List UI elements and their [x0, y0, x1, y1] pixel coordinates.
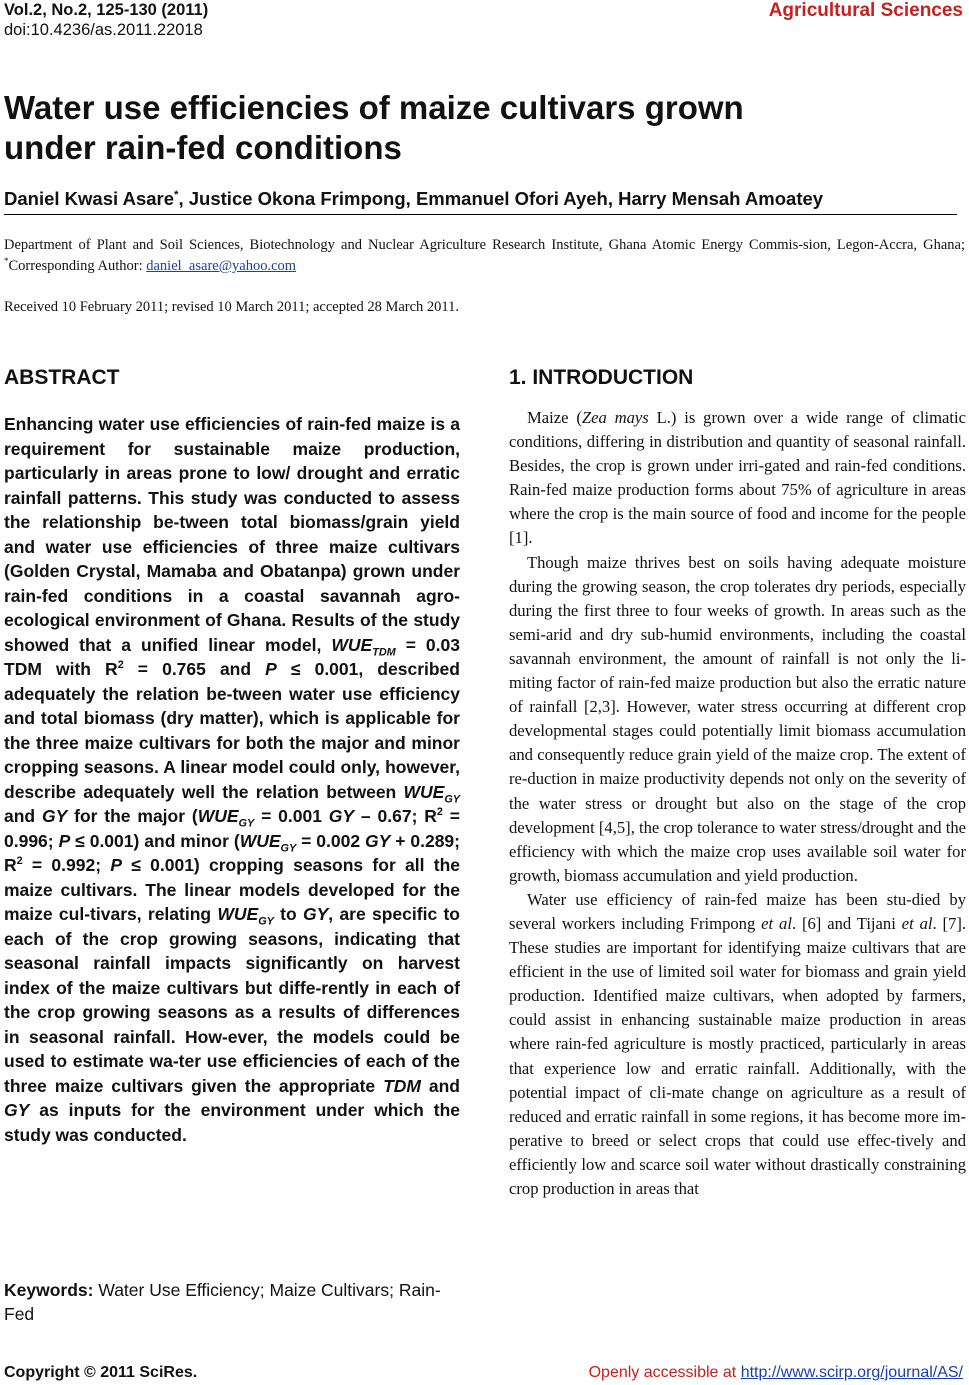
abs-gy-sub-4: GY: [258, 915, 274, 928]
abs-sq-1: 2: [117, 659, 124, 672]
affiliation: [4, 235, 965, 277]
copyright: Copyright © 2011 SciRes.: [4, 1364, 198, 1381]
abs-s16: , are specific to each of the crop growing seasons, indicating that seasonal rainfall impacts significantly on harvest index of the maize cultivars but diffe-rently in each of the crop growing seasons as a results of differences in seasonal rainfall. How-ever, the models could be used to estimate wa-ter use efficiencies of each of the three maize cultivars given the appropriate: [4, 904, 460, 1096]
abstract-body: [4, 412, 460, 1147]
open-access-note: [589, 1364, 963, 1382]
abs-sq-3: 2: [16, 855, 23, 868]
abs-s12: + 0.289; R: [4, 830, 460, 875]
abs-gy-1: GY: [41, 806, 68, 826]
author-rest: , Justice Okona Frimpong, Emmanuel Ofori Ayeh, Harry Mensah Amoatey: [178, 188, 824, 209]
abs-s5: and: [4, 806, 42, 826]
abs-s9: = 0.996;: [4, 806, 460, 851]
abs-s11: = 0.002: [296, 830, 365, 851]
author-list: [4, 188, 823, 210]
abs-gy-4: GY: [303, 904, 329, 924]
intro-paragraph-3: [509, 888, 966, 1201]
abs-s17: and: [420, 1075, 461, 1096]
open-access-label: Openly accessible at: [588, 1364, 741, 1381]
title-line-2: under rain-fed conditions: [4, 129, 402, 166]
abs-s2: = 0.03 TDM with R: [4, 634, 460, 679]
corresponding-label: Corresponding Author:: [8, 258, 147, 274]
abs-p-3: P: [110, 855, 122, 875]
corresponding-star: *: [174, 188, 179, 201]
intro-p1b: L.) is grown over a wide range of climatic conditions, differing in distribution and quantity of seasonal rainfall. Besides, the crop is grown under irri-gated and rain-fed conditions. Rain-fed maize production forms about 75% of agriculture in areas where the crop is the main source of food and income for the people [1].: [509, 408, 966, 548]
abs-s1: Enhancing water use efficiencies of rain-fed maize is a requirement for sustainable maize production, particularly in areas prone to low/ drought and erratic rainfall patterns. This study was conducted to assess the relationship be-tween total biomass/grain yield and water use efficiencies of three maize cultivars (Golden Crystal, Mamaba and Obatanpa) grown under rain-fed conditions in a coastal savannah agro-ecological environment of Ghana. Results of the study showed that a unified linear model,: [4, 414, 460, 655]
abs-tdm-sub: TDM: [372, 646, 396, 658]
etal-1: et al: [761, 913, 792, 933]
author-divider: [4, 214, 957, 215]
abs-s8: – 0.67; R: [354, 806, 437, 826]
abs-s3: = 0.765 and: [123, 659, 266, 679]
abs-s13: = 0.992;: [22, 855, 111, 875]
intro-paragraph-2: Though maize thrives best on soils having adequate moisture during the growing season, the crop tolerates dry periods, especially during the first three to four weeks of growth. In areas such as the semi-arid and dry sub-humid environments, including the coastal savannah environment, the amount of rainfall is not only the li-miting factor of rain-fed maize production but also the erratic nature of rainfall [2,3]. However, water stress occurring at different crop developmental stages could potentially limit biomass accumulation and consequently reduce grain yield of the maize crop. The extent of re-duction in maize productivity depends not only on the severity of the water stress or drought but also on the stage of the crop development [4,5], the crop tolerance to water stress/drought and the efficiency with which the maize crop uses available soil water for growth, biomass accumulation and yield production.: [509, 552, 966, 885]
intro-p1a: Maize (: [527, 408, 582, 427]
abs-gy-sub-3: GY: [280, 842, 297, 854]
title-line-1: Water use efficiencies of maize cultivars grown: [4, 89, 744, 126]
journal-url-link[interactable]: http://www.scirp.org/journal/AS/: [740, 1364, 963, 1381]
intro-p3a: Water use efficiency of rain-fed maize has been stu-died by several workers including Frimpong: [509, 889, 966, 933]
author-email-link[interactable]: daniel_asare@yahoo.com: [146, 258, 297, 274]
abs-s7: = 0.001: [254, 806, 329, 826]
abs-wue-1: WUE: [331, 634, 373, 655]
intro-p3b: . [6] and Tijani: [791, 913, 902, 933]
etal-2: et al: [901, 913, 933, 933]
keywords: [4, 1278, 464, 1326]
affiliation-text: Department of Plant and Soil Sciences, Biotechnology and Nuclear Agriculture Research Institute, Ghana Atomic Energy Commis-sion, Legon-Accra, Ghana;: [4, 237, 965, 253]
abs-gy-sub-2: GY: [238, 817, 255, 830]
keywords-label: Keywords:: [4, 1280, 94, 1300]
abs-wue-2: WUE: [403, 781, 445, 802]
journal-name: Agricultural Sciences: [768, 0, 963, 21]
abs-sq-2: 2: [436, 806, 443, 819]
abs-s10: ≤ 0.001) and minor (: [70, 830, 240, 851]
abs-s4: ≤ 0.001, described adequately the relation be-tween water use efficiency and total biomass (dry matter), which is applicable for the three maize cultivars for both the major and minor cropping seasons. A linear model could only, however, describe adequately well the relation between: [4, 659, 460, 802]
doi: doi:10.4236/as.2011.22018: [4, 21, 203, 39]
volume-info: Vol.2, No.2, 125-130 (2011): [4, 1, 209, 19]
species-name: Zea mays: [581, 408, 649, 427]
abs-p-1: P: [265, 659, 277, 679]
received-dates: Received 10 February 2011; revised 10 March 2011; accepted 28 March 2011.: [4, 299, 459, 315]
paper-title: [4, 88, 904, 168]
author-first: Daniel Kwasi Asare: [4, 188, 175, 209]
intro-p3c: . [7]. These studies are important for identifying maize cultivars that are efficient in the use of limited soil water for biomass and grain yield production. Identified maize cultivars, when adopted by farmers, could assist in enhancing sustainable maize production in areas where rain-fed agriculture is mostly practiced, particularly in areas that experience low and erratic rainfall. Additionally, with the potential impact of cli-mate change on agriculture as a result of reduced and erratic rainfall in some regions, it has become more im-perative to breed or select crops that could use effec-tively and efficiently low and scarce soil water without drastically constraining crop production in areas that: [509, 913, 967, 1198]
affiliation-star: *: [4, 256, 9, 267]
abs-gy-3: GY: [365, 830, 391, 851]
abs-s6: for the major (: [67, 806, 198, 826]
abs-p-2: P: [58, 830, 71, 851]
introduction-heading: 1. INTRODUCTION: [509, 366, 694, 389]
abs-wue-3: WUE: [197, 806, 239, 826]
introduction-body: [509, 406, 966, 1201]
keywords-text: Water Use Efficiency; Maize Cultivars; Rain-Fed: [4, 1280, 441, 1324]
intro-paragraph-1: [509, 406, 966, 551]
abs-s18: as inputs for the environment under which the study was conducted.: [4, 1100, 460, 1145]
abs-gy-2: GY: [328, 806, 355, 826]
abs-gy-sub-1: GY: [444, 793, 460, 805]
journal-header-left: [4, 0, 208, 40]
abs-wue-5: WUE: [217, 904, 259, 924]
abs-wue-4: WUE: [239, 830, 281, 851]
abs-s15: to: [273, 904, 303, 924]
abs-tdm: TDM: [383, 1075, 421, 1096]
abs-gy-5: GY: [4, 1100, 30, 1120]
abs-s14: ≤ 0.001) cropping seasons for all the maize cultivars. The linear models developed for the maize cul-tivars, relating: [4, 855, 460, 924]
abstract-heading: ABSTRACT: [4, 366, 120, 389]
